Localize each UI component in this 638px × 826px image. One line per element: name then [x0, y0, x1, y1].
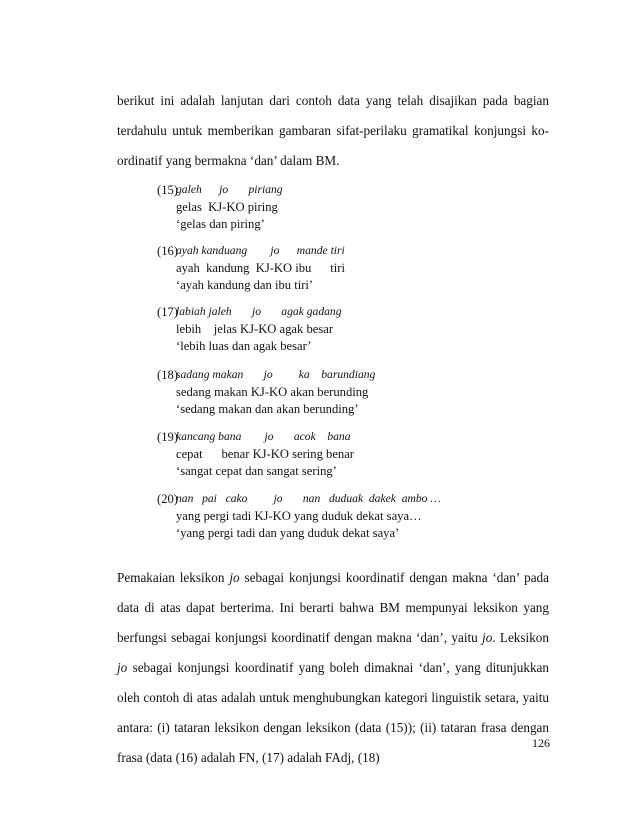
example-source: labiah jaleh jo agak gadang — [176, 305, 342, 318]
page-number: 126 — [532, 736, 550, 750]
lexicon-jo: jo — [117, 660, 128, 675]
example-number: (19) — [157, 430, 178, 444]
discussion-paragraph — [117, 563, 549, 773]
example-source: sadang makan jo ka barundiang — [176, 368, 376, 381]
example-number: (16) — [157, 244, 178, 258]
paragraph-text: . Leksikon — [492, 630, 549, 645]
example-gloss: cepat benar KJ-KO sering benar — [176, 447, 354, 461]
example-number: (17) — [157, 305, 178, 319]
example-gloss: lebih jelas KJ-KO agak besar — [176, 322, 334, 336]
example-translation: ‘sangat cepat dan sangat sering’ — [176, 464, 337, 478]
example-source: galeh jo piriang — [176, 183, 283, 196]
example-source: kancang bana jo acok bana — [176, 430, 351, 443]
example-translation: ‘yang pergi tadi dan yang duduk dekat saya’ — [176, 526, 400, 540]
example-translation: ‘lebih luas dan agak besar’ — [176, 339, 312, 353]
paragraph-text: sebagai konjungsi koordinatif yang boleh dimaknai ‘dan’, yang ditunjukkan oleh contoh di atas adalah untuk menghubungkan kategori linguistik setara, yaitu antara: (i) tataran leksikon dengan leksikon (data (15)); (ii) tataran frasa dengan frasa (data (16) adalah FN, (17) adalah FAdj, (18) — [117, 660, 549, 765]
example-number: (20) — [157, 492, 178, 506]
example-translation: ‘sedang makan dan akan berunding’ — [176, 402, 359, 416]
example-gloss: sedang makan KJ-KO akan berunding — [176, 385, 369, 399]
lexicon-jo: jo — [229, 570, 240, 585]
example-gloss: yang pergi tadi KJ-KO yang duduk dekat saya… — [176, 509, 422, 523]
example-number: (18) — [157, 368, 178, 382]
paragraph-text: sebagai konjungsi koordinatif dengan makna ‘dan’ pada data di atas dapat berterima. Ini berarti bahwa BM mempunyai leksikon yang berfungsi sebagai konjungsi koordinatif dengan makna ‘dan’, yaitu — [117, 570, 550, 645]
example-number: (15) — [157, 183, 178, 197]
example-translation: ‘ayah kandung dan ibu tiri’ — [176, 278, 314, 292]
lexicon-jo: jo — [482, 630, 493, 645]
paragraph-text: Pemakaian leksikon — [117, 570, 230, 585]
example-gloss: gelas KJ-KO piring — [176, 200, 278, 214]
example-translation: ‘gelas dan piring’ — [176, 217, 265, 231]
example-source: nan pai cako jo nan duduak dakek ambo … — [176, 492, 441, 505]
example-gloss: ayah kandung KJ-KO ibu tiri — [176, 261, 345, 275]
intro-paragraph: berikut ini adalah lanjutan dari contoh data yang telah disajikan pada bagian terdahulu untuk memberikan gambaran sifat-perilaku gramatikal konjungsi ko-ordinatif yang bermakna ‘dan’ dalam BM. — [117, 93, 549, 168]
example-source: ayah kanduang jo mande tiri — [176, 244, 345, 257]
